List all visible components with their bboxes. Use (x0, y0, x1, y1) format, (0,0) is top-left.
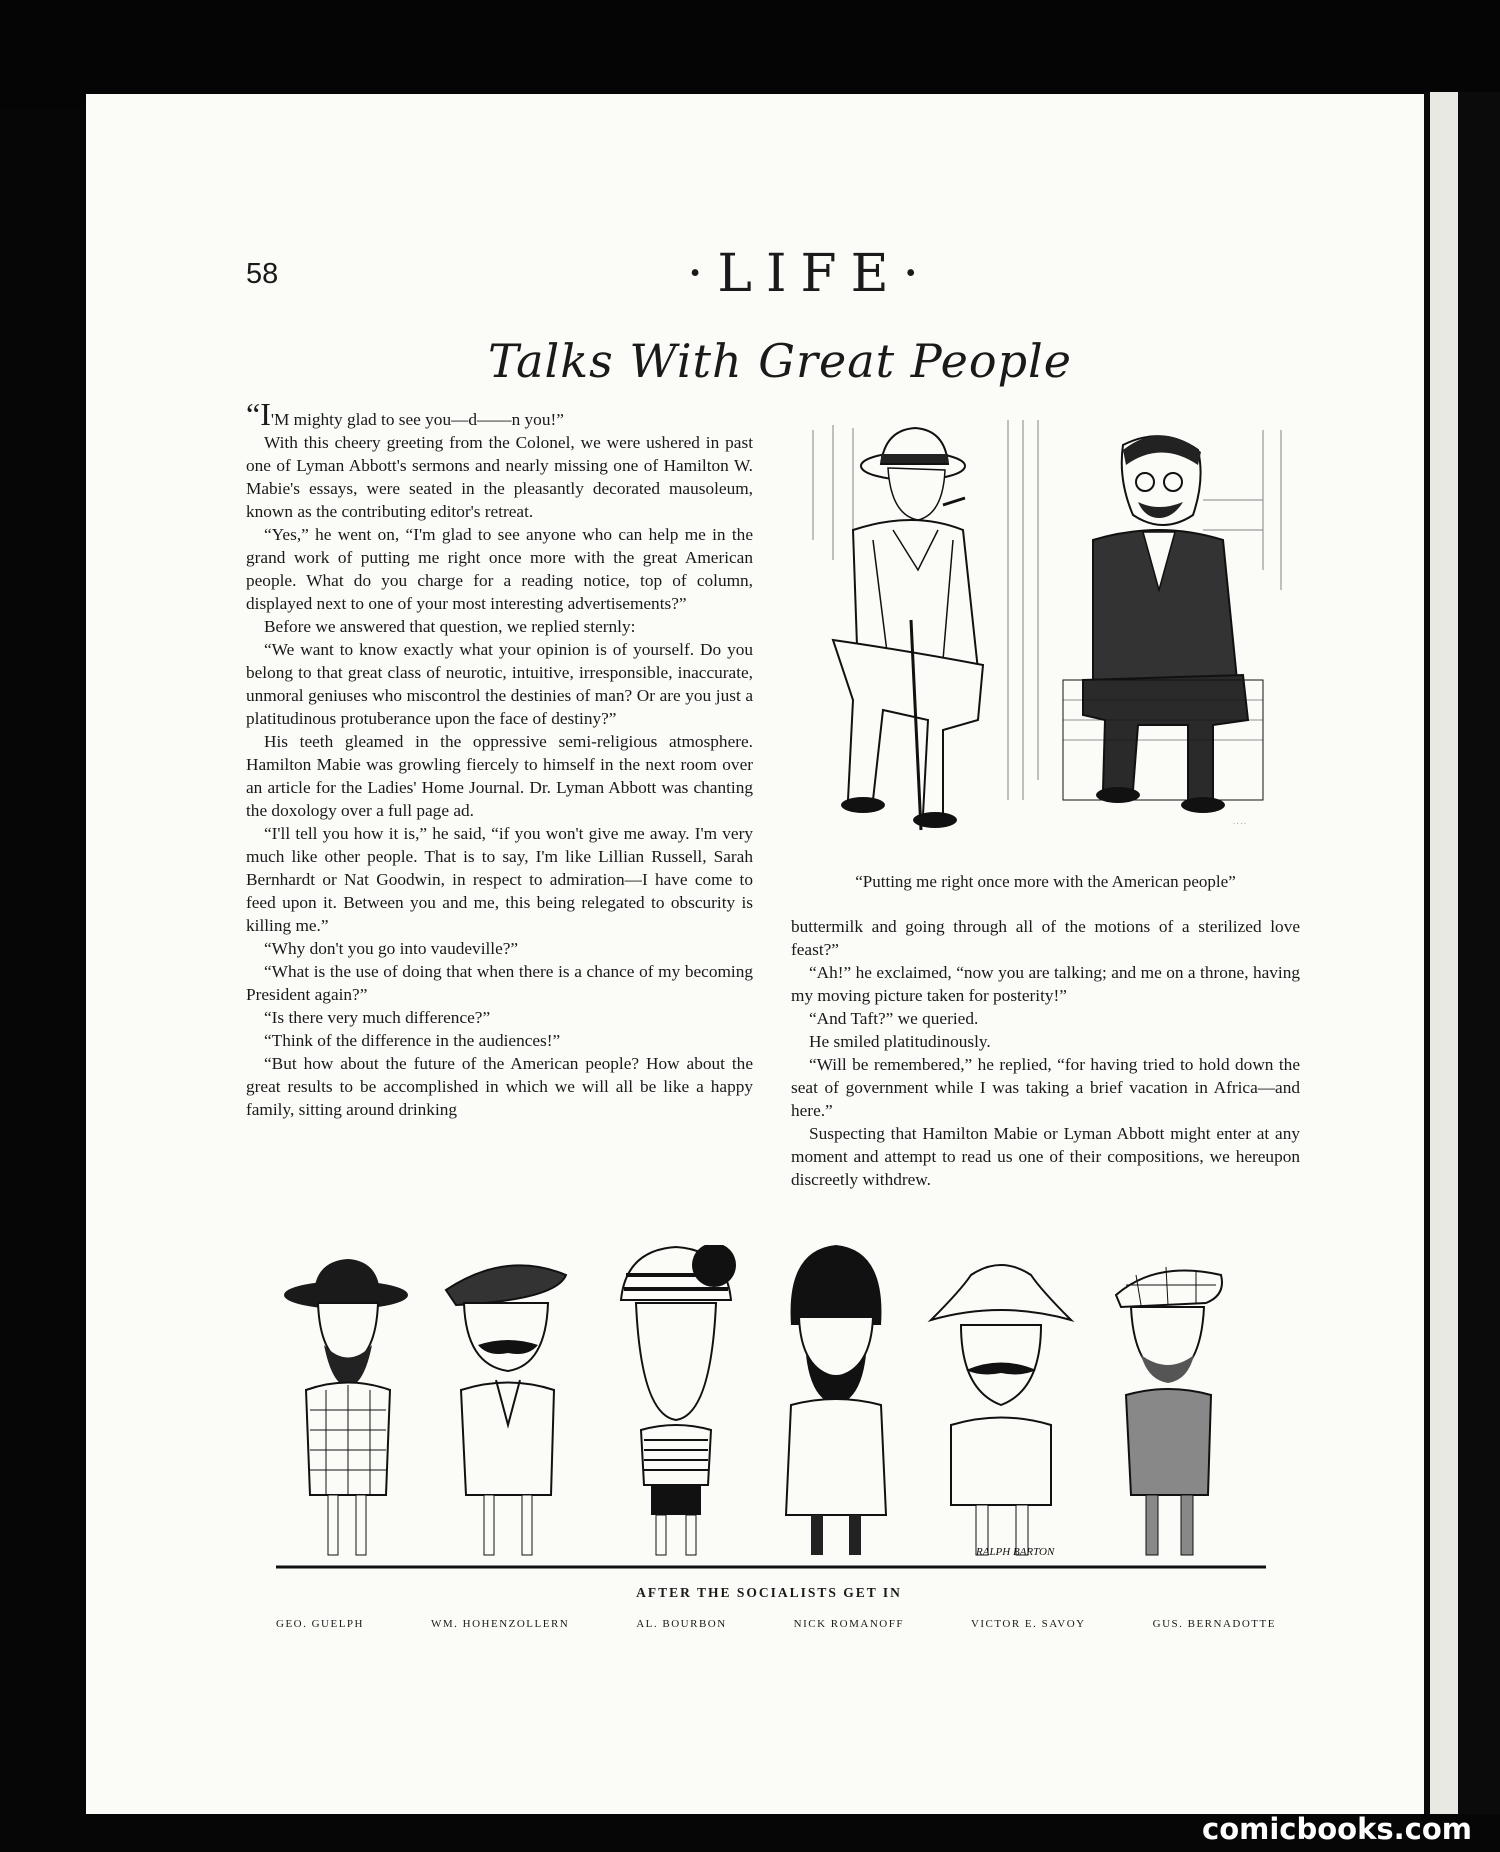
paragraph: “Why don't you go into vaudeville?” (264, 939, 519, 958)
name-label: GUS. BERNADOTTE (1152, 1618, 1276, 1630)
paragraph: “What is the use of doing that when there is a chance of my becoming President again?” (246, 962, 753, 1004)
name-label: VICTOR E. SAVOY (970, 1618, 1086, 1630)
name-label: NICK ROMANOFF (793, 1618, 904, 1630)
paragraph: With this cheery greeting from the Colonel, we were ushered in past one of Lyman Abbott's sermons and nearly missing one of Hamilton W. Mabie's essays, were seated in the pleasantly decorated mausoleum, known as the contributing editor's retreat. (246, 433, 753, 521)
next-page-edge (1430, 92, 1458, 1814)
paragraph: He smiled platitudinously. (809, 1032, 991, 1051)
cartoon-name-labels (276, 1618, 1276, 1630)
paragraph: “Think of the difference in the audiences!” (264, 1031, 561, 1050)
paragraph: “And Taft?” we queried. (809, 1009, 979, 1028)
paragraph: “Ah!” he exclaimed, “now you are talking; and me on a throne, having my moving picture taken for posterity!” (791, 963, 1300, 1005)
article-column-left (246, 396, 753, 1121)
page-number: 58 (246, 258, 279, 290)
paragraph: His teeth gleamed in the oppressive semi-religious atmosphere. Hamilton Mabie was growling fiercely to himself in the next room over an article for the Ladies' Home Journal. Dr. Lyman Abbott was chanting the doxology over a full page ad. (246, 732, 753, 820)
paragraph: “I'll tell you how it is,” he said, “if you won't give me away. I'm very much like other people. That is to say, I'm like Lillian Russell, Sarah Bernhardt or Nat Goodwin, in respect to admiration—I have come to feed upon it. Between you and me, this being relegated to obscurity is killing me.” (246, 824, 753, 935)
paragraph: buttermilk and going through all of the motions of a sterilized love feast?” (791, 917, 1300, 959)
illustration-caption: “Putting me right once more with the American people” (855, 872, 1236, 891)
article-column-right (791, 915, 1300, 1191)
name-label: AL. BOURBON (636, 1618, 727, 1630)
article-headline: Talks With Great People (488, 334, 1072, 388)
paragraph: Suspecting that Hamilton Mabie or Lyman Abbott might enter at any moment and attempt to read us one of their compositions, we hereupon discreetly withdrew. (791, 1124, 1300, 1189)
scan-border-top (0, 0, 1500, 108)
paragraph: Before we answered that question, we replied sternly: (264, 617, 636, 636)
paragraph: “Is there very much difference?” (264, 1008, 491, 1027)
paragraph: “I'M mighty glad to see you—d——n you!” (246, 396, 564, 432)
illustration-two-men-seated (793, 420, 1298, 848)
drop-cap: “I (246, 396, 271, 432)
masthead: ·LIFE· (686, 244, 934, 304)
paragraph: “Will be remembered,” he replied, “for having tried to hold down the seat of government while I was taking a brief vacation in Africa—and here.” (791, 1055, 1300, 1120)
paragraph: “We want to know exactly what your opinion is of yourself. Do you belong to that great class of neurotic, intuitive, irresponsible, inaccurate, unmoral geniuses who miscontrol the destinies of man? Or are you just a platitudinous protuberance upon the face of destiny?” (246, 640, 753, 728)
artist-signature: RALPH BARTON (976, 1546, 1055, 1558)
watermark-text: comicbooks.com (1202, 1812, 1472, 1846)
paragraph: “Yes,” he went on, “I'm glad to see anyone who can help me in the grand work of putting me right once more with the great American people. What do you charge for a reading notice, top of column, displayed next to one of your most interesting advertisements?” (246, 525, 753, 613)
name-label: GEO. GUELPH (276, 1618, 364, 1630)
caricature-row-illustration (276, 1245, 1266, 1575)
cartoon-caption: AFTER THE SOCIALISTS GET IN (636, 1585, 902, 1600)
name-label: WM. HOHENZOLLERN (430, 1618, 570, 1630)
paragraph: “But how about the future of the American people? How about the great results to be accomplished in which we will all be like a happy family, sitting around drinking (246, 1054, 753, 1119)
artist-signature-illustration: · · · · (1233, 821, 1246, 827)
